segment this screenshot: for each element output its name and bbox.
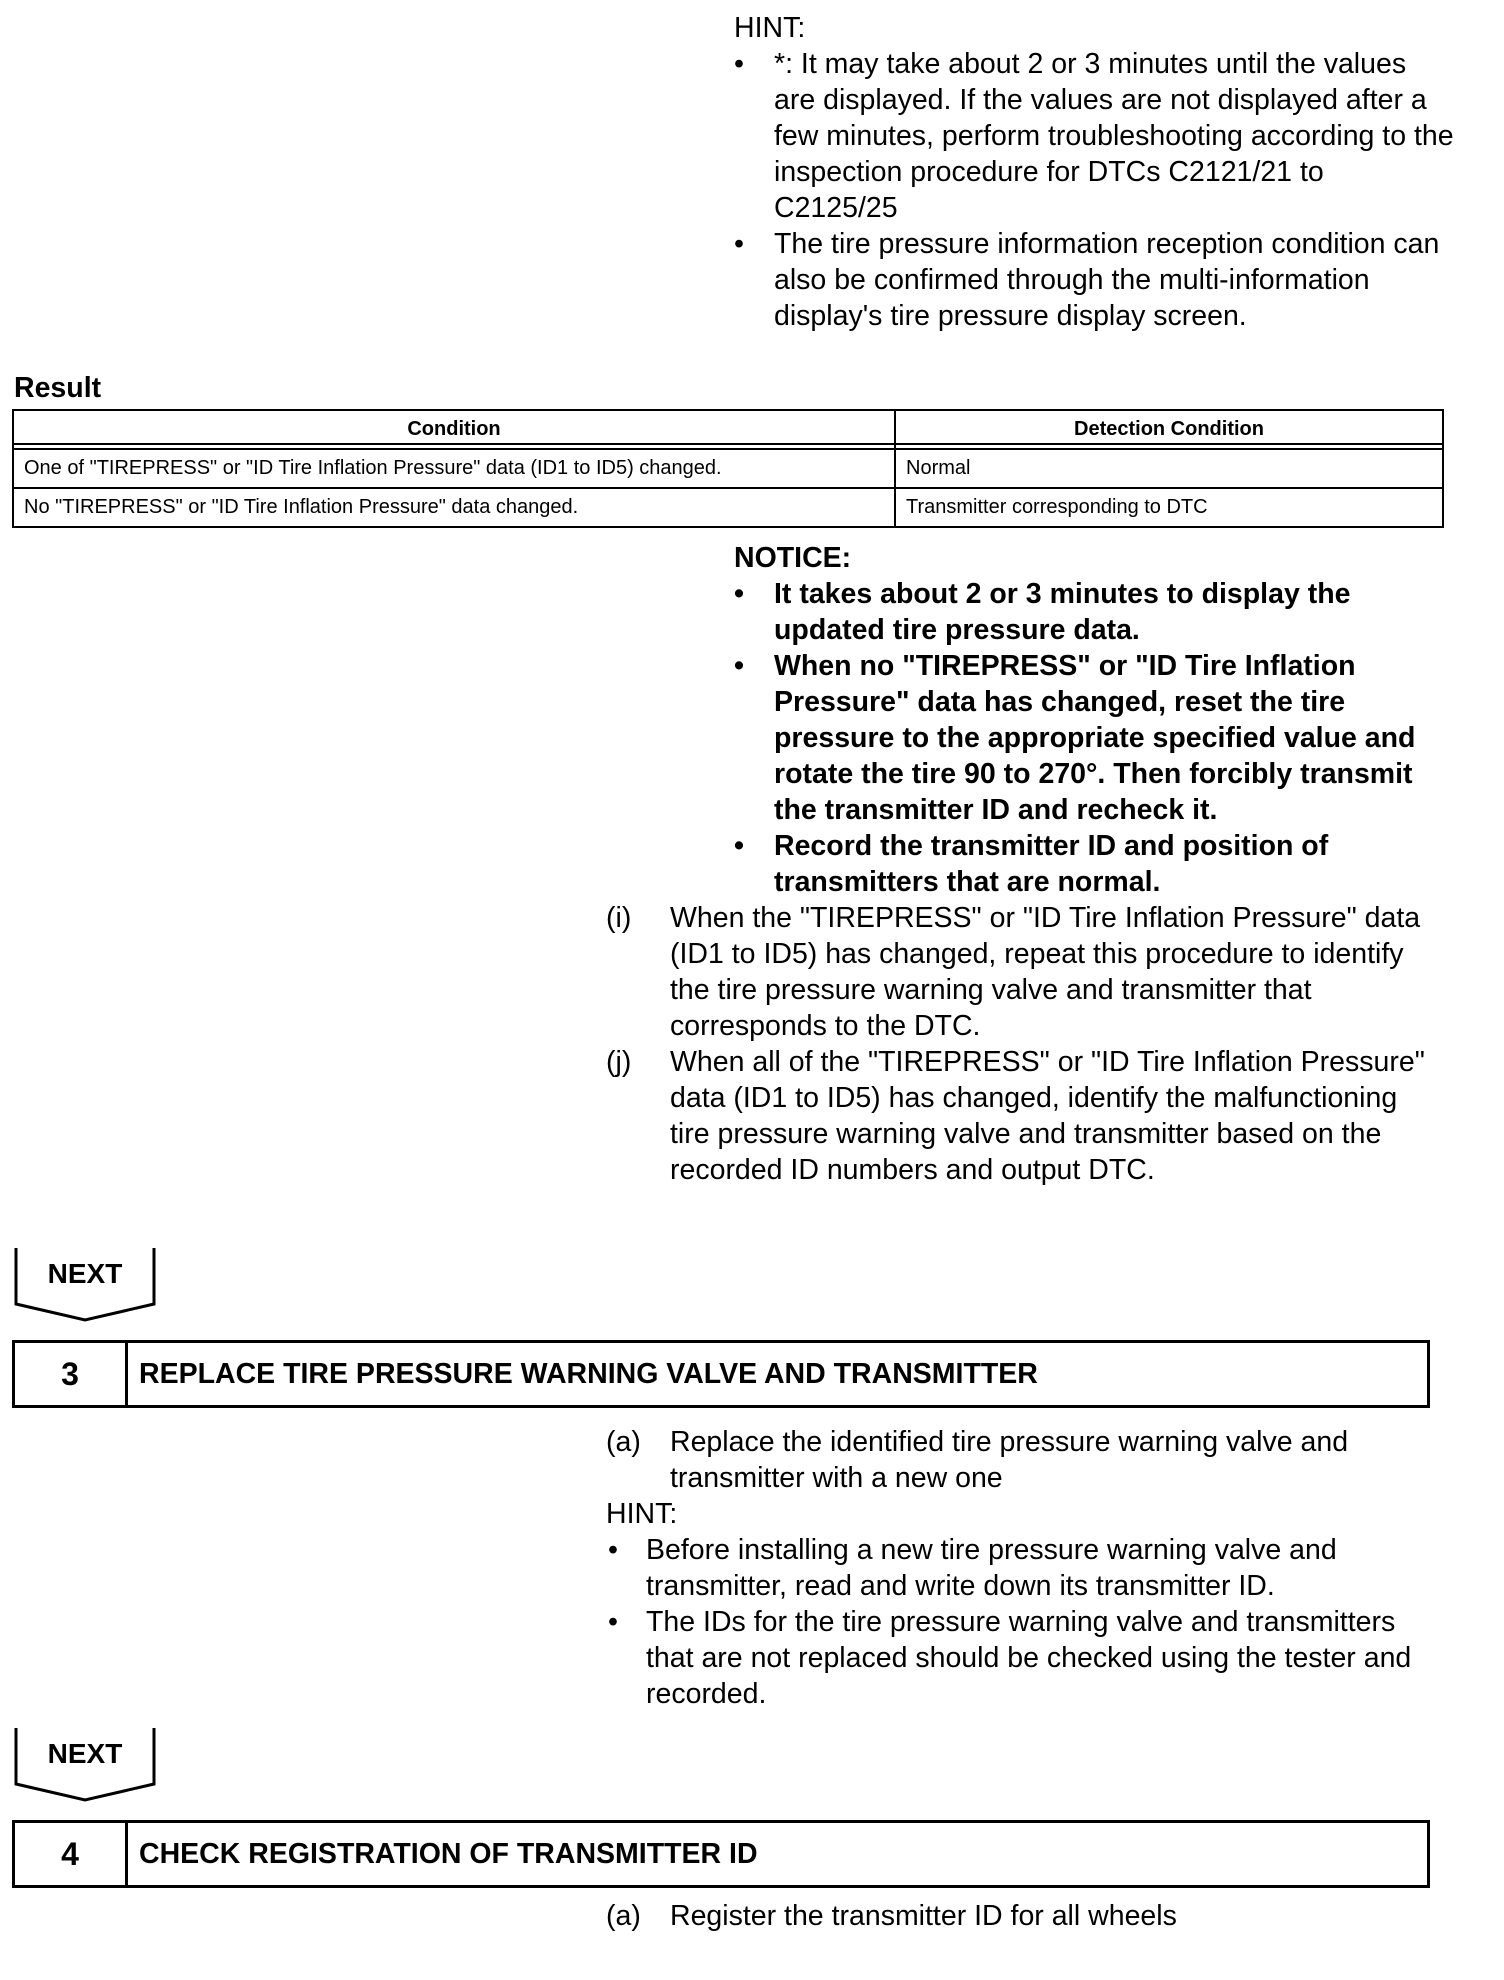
step-text: Register the transmitter ID for all wheels bbox=[670, 1900, 1177, 1932]
next-label: NEXT bbox=[47, 1258, 123, 1289]
hint-item bbox=[606, 1532, 1436, 1604]
notice-item-text: When no "TIREPRESS" or "ID Tire Inflation Pressure" data has changed, reset the tire pressure to the appropriate specified value and rotate the tire 90 to 270°. Then forcibly transmit the transmitter ID and recheck it. bbox=[774, 650, 1416, 826]
step-number: 3 bbox=[15, 1343, 128, 1405]
hint-item bbox=[734, 226, 1454, 334]
bullet-icon: • bbox=[734, 228, 744, 260]
table-cell: No "TIREPRESS" or "ID Tire Inflation Pressure" data changed. bbox=[13, 488, 895, 527]
procedure-steps bbox=[606, 900, 1436, 1188]
result-table-wrap bbox=[12, 409, 1444, 528]
hint-label: HINT: bbox=[734, 12, 806, 44]
next-button[interactable] bbox=[14, 1726, 160, 1804]
hint-label: HINT: bbox=[606, 1498, 678, 1530]
hint-item-text: The IDs for the tire pressure warning valve and transmitters that are not replaced should be checked using the tester and recorded. bbox=[646, 1606, 1412, 1710]
notice-list bbox=[734, 576, 1424, 900]
step-marker: (j) bbox=[606, 1046, 632, 1078]
step-title: REPLACE TIRE PRESSURE WARNING VALVE AND TRANSMITTER bbox=[139, 1357, 1038, 1390]
hint-list bbox=[734, 46, 1454, 334]
step-marker: (a) bbox=[606, 1426, 641, 1458]
hint-item bbox=[734, 46, 1454, 226]
notice-item bbox=[734, 648, 1424, 828]
notice-item-text: It takes about 2 or 3 minutes to display the updated tire pressure data. bbox=[774, 578, 1351, 646]
next-label: NEXT bbox=[47, 1738, 123, 1769]
procedure-step bbox=[606, 900, 1436, 1044]
bullet-icon: • bbox=[734, 650, 744, 682]
step-title: CHECK REGISTRATION OF TRANSMITTER ID bbox=[139, 1837, 758, 1870]
notice-item-text: Record the transmitter ID and position of transmitters that are normal. bbox=[774, 830, 1329, 898]
table-cell: Transmitter corresponding to DTC bbox=[895, 488, 1443, 527]
step-marker: (i) bbox=[606, 902, 632, 934]
table-header-cell: Condition bbox=[13, 410, 895, 449]
result-title: Result bbox=[14, 372, 102, 404]
notice-item bbox=[734, 828, 1424, 900]
result-table bbox=[12, 409, 1444, 528]
step-text: Replace the identified tire pressure warning valve and transmitter with a new one bbox=[670, 1426, 1349, 1494]
step-4-header bbox=[12, 1820, 1430, 1888]
step-marker: (a) bbox=[606, 1900, 641, 1932]
table-cell: One of "TIREPRESS" or "ID Tire Inflation Pressure" data (ID1 to ID5) changed. bbox=[13, 449, 895, 488]
table-header-cell: Detection Condition bbox=[895, 410, 1443, 449]
step-3-body bbox=[606, 1424, 1436, 1712]
hint-item-text: *: It may take about 2 or 3 minutes until the values are displayed. If the values are not displayed after a few minutes, perform troubleshooting according to the inspection procedure for DTCs C2121/21 to C2125/25 bbox=[774, 48, 1454, 224]
table-row bbox=[13, 449, 1443, 488]
step-number: 4 bbox=[15, 1823, 128, 1885]
procedure-step bbox=[606, 1424, 1436, 1496]
notice-item bbox=[734, 576, 1424, 648]
bullet-icon: • bbox=[734, 48, 744, 80]
procedure-step bbox=[606, 1898, 1436, 1934]
step-text: When all of the "TIREPRESS" or "ID Tire Inflation Pressure" data (ID1 to ID5) has changed, identify the malfunctioning tire pressure warning valve and transmitter based on the recorded ID numbers and output DTC. bbox=[670, 1046, 1425, 1186]
table-header-row bbox=[13, 410, 1443, 449]
table-row bbox=[13, 488, 1443, 527]
bullet-icon: • bbox=[608, 1534, 618, 1566]
step-text: When the "TIREPRESS" or "ID Tire Inflation Pressure" data (ID1 to ID5) has changed, repeat this procedure to identify the tire pressure warning valve and transmitter that corresponds to the DTC. bbox=[670, 902, 1421, 1042]
step-3-header bbox=[12, 1340, 1430, 1408]
step-4-body bbox=[606, 1898, 1436, 1934]
hint-item-text: Before installing a new tire pressure warning valve and transmitter, read and write down its transmitter ID. bbox=[646, 1534, 1337, 1602]
bullet-icon: • bbox=[608, 1606, 618, 1638]
bullet-icon: • bbox=[734, 578, 744, 610]
hint-item bbox=[606, 1604, 1436, 1712]
notice-label: NOTICE: bbox=[734, 542, 852, 574]
table-cell: Normal bbox=[895, 449, 1443, 488]
procedure-step bbox=[606, 1044, 1436, 1188]
next-button[interactable] bbox=[14, 1246, 160, 1324]
bullet-icon: • bbox=[734, 830, 744, 862]
hint-item-text: The tire pressure information reception condition can also be confirmed through the multi-information display's tire pressure display screen. bbox=[774, 228, 1440, 332]
